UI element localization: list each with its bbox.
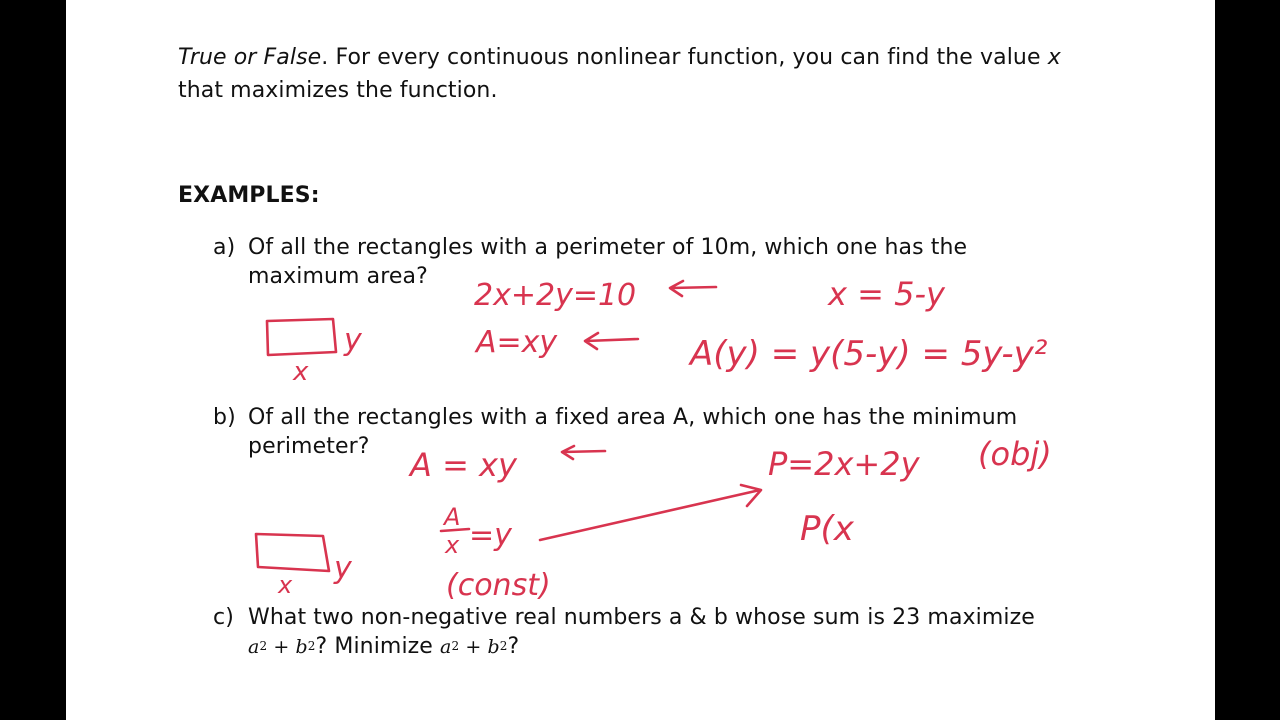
question-text-1: . For every continuous nonlinear function, you can find the value bbox=[321, 45, 1048, 70]
hw-b-p-partial: P(x bbox=[800, 509, 854, 549]
document-page bbox=[66, 0, 1215, 720]
example-c-minimize-text: ? Minimize bbox=[315, 634, 441, 659]
math-expression-sum-of-squares-2: $a^2 + b^2$ bbox=[440, 636, 508, 658]
math-expression-sum-of-squares: $a^2 + b^2$ bbox=[248, 636, 316, 658]
example-a-marker: a) bbox=[213, 235, 236, 260]
examples-heading: EXAMPLES: bbox=[178, 183, 320, 208]
hw-a-area-function: A(y) = y(5-y) = 5y-y² bbox=[690, 334, 1048, 374]
example-a-line-2: maximum area? bbox=[248, 264, 428, 289]
hw-a-area: A=xy bbox=[476, 325, 558, 360]
example-a-line-1: Of all the rectangles with a perimeter of 10m, which one has the bbox=[248, 235, 968, 260]
hw-b-perimeter: P=2x+2y bbox=[768, 445, 920, 483]
example-b-line-1: Of all the rectangles with a fixed area A, which one has the minimum bbox=[248, 405, 1018, 430]
hw-a-rect-base-label: x bbox=[293, 357, 309, 387]
true-false-label: True or False bbox=[178, 45, 322, 70]
hw-a-solve: x = 5-y bbox=[828, 275, 945, 313]
hw-b-solve-rhs: =y bbox=[469, 518, 512, 553]
hw-b-const-label: (const) bbox=[446, 568, 551, 603]
example-c-marker: c) bbox=[213, 605, 234, 630]
hw-a-rect-side-label: y bbox=[344, 323, 362, 358]
true-false-question-line-1 bbox=[178, 43, 1061, 73]
hw-b-objective: (obj) bbox=[978, 435, 1052, 473]
hw-b-fraction-numerator: A bbox=[444, 503, 461, 531]
hw-b-rect-base-label: x bbox=[278, 571, 293, 599]
example-c-line-1: What two non-negative real numbers a & b whose sum is 23 maximize bbox=[248, 605, 1035, 630]
hw-b-area: A = xy bbox=[410, 446, 517, 484]
hw-b-rect-side-label: y bbox=[334, 551, 352, 586]
variable-x: x bbox=[1047, 45, 1061, 70]
example-b-line-2: perimeter? bbox=[248, 434, 370, 459]
hw-a-constraint: 2x+2y=10 bbox=[474, 278, 637, 313]
true-false-question-line-2: that maximizes the function. bbox=[178, 78, 498, 103]
hw-b-fraction-denominator: x bbox=[445, 531, 460, 559]
example-b-marker: b) bbox=[213, 405, 236, 430]
example-c-question-mark: ? bbox=[507, 634, 520, 659]
example-c-line-2 bbox=[248, 632, 519, 664]
